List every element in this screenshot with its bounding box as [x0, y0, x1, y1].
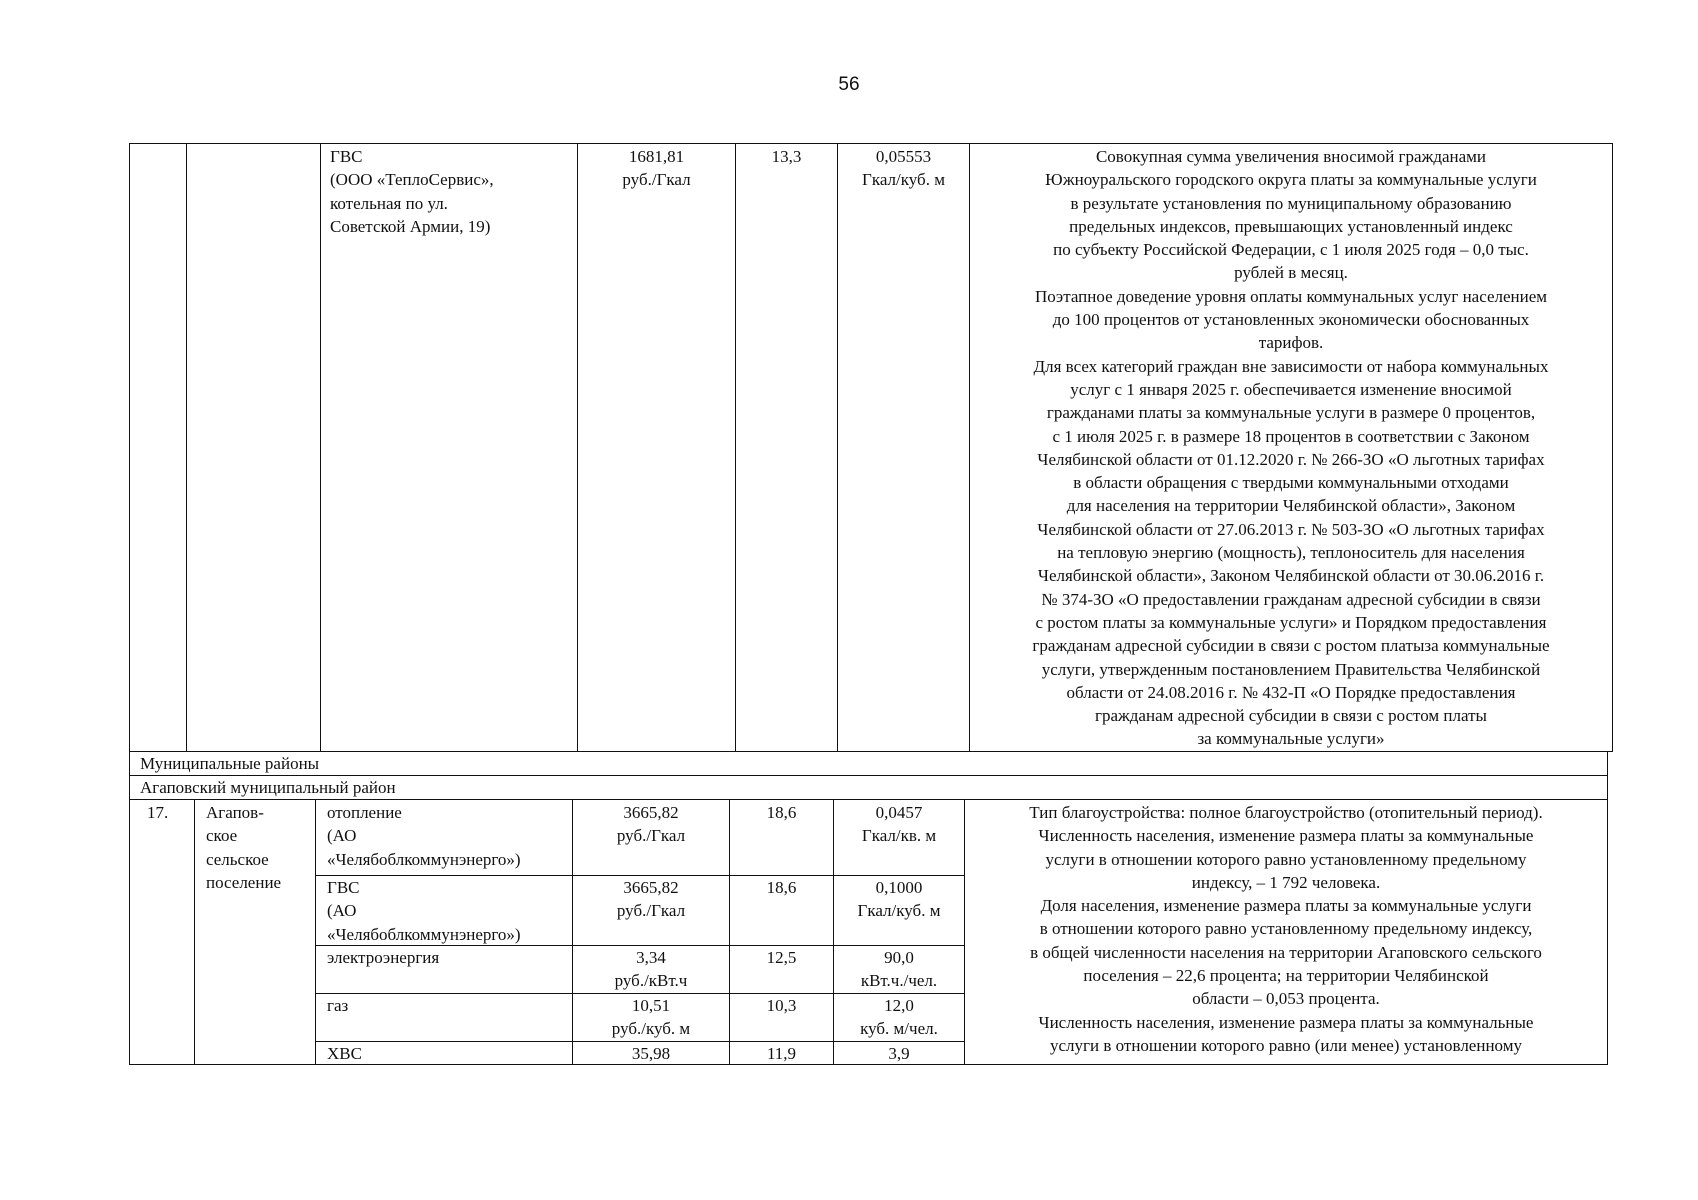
- row-number: 17.: [147, 803, 169, 822]
- note-line: по субъекту Российской Федерации, с 1 июля 2025 годя – 0,0 тыс.: [1053, 240, 1529, 260]
- row17-note: [966, 801, 1606, 1057]
- note-line: гражданами платы за коммунальные услуги в размере 0 процентов,: [1046, 403, 1536, 423]
- service-line: «Челябоблкоммунэнерго»): [327, 849, 521, 869]
- service-line: ГВС: [330, 147, 363, 166]
- note-line: гражданам адресной субсидии в связи с ростом платы: [1095, 706, 1487, 726]
- service-line: отопление: [327, 803, 402, 822]
- note-line: Южноуральского городского округа платы за коммунальные услуги: [1045, 170, 1537, 190]
- index-cold-water: 11,9: [766, 1044, 797, 1063]
- settlement-name: [206, 801, 281, 894]
- tariff-unit: руб./Гкал: [616, 901, 686, 921]
- volume-electricity: [834, 946, 964, 993]
- service-line: Советской Армии, 19): [330, 216, 491, 236]
- settlement-line: сельское: [206, 849, 269, 869]
- volume-hot-water: [834, 876, 964, 923]
- tariff-value: 3,34: [636, 948, 666, 967]
- block1-volume: [838, 145, 969, 192]
- volume-value: 3,9: [888, 1044, 910, 1063]
- tariff-value: 35,98: [631, 1044, 671, 1063]
- note-line: Тип благоустройства: полное благоустройство (отопительный период).: [1029, 803, 1543, 822]
- tariff-unit: руб./Гкал: [622, 170, 691, 190]
- note-line: в общей численности населения на территории Агаповского сельского: [1030, 942, 1542, 962]
- note-line: Численность населения, изменение размера платы за коммунальные: [1038, 826, 1534, 846]
- volume-value: 12,0: [884, 996, 914, 1015]
- index-hot-water: 18,6: [766, 878, 797, 897]
- section-municipal-districts: Муниципальные районы: [140, 754, 320, 773]
- note-line: услуг с 1 января 2025 г. обеспечивается изменение вносимой: [1070, 379, 1512, 399]
- volume-unit: кВт.ч./чел.: [860, 971, 938, 991]
- tariff-value: 3665,82: [623, 803, 679, 822]
- note-line: области от 24.08.2016 г. № 432-П «О Порядке предоставления: [1066, 682, 1516, 702]
- settlement-line: Агапов-: [206, 803, 264, 822]
- note-line: № 374-ЗО «О предоставлении гражданам адресной субсидии в связи: [1041, 589, 1541, 609]
- note-line: в области обращения с твердыми коммунальными отходами: [1073, 473, 1509, 493]
- note-line: Совокупная сумма увеличения вносимой гражданами: [1095, 147, 1487, 166]
- note-line: поселения – 22,6 процента; на территории Челябинской: [1083, 966, 1489, 986]
- note-line: тарифов.: [1258, 333, 1324, 353]
- note-line: за коммунальные услуги»: [1197, 729, 1385, 749]
- note-line: услуги, утвержденным постановлением Правительства Челябинской: [1041, 659, 1541, 679]
- note-line: услуги в отношении которого равно установленному предельному: [1045, 849, 1527, 869]
- note-line: для населения на территории Челябинской области», Законом: [1066, 496, 1516, 516]
- note-line: рублей в месяц.: [1234, 263, 1348, 283]
- section-agapovsky: Агаповский муниципальный район: [140, 778, 396, 797]
- note-line: в результате установления по муниципальному образованию: [1070, 193, 1512, 213]
- settlement-line: ское: [206, 826, 238, 846]
- note-line: гражданам адресной субсидии в связи с ростом платыза коммунальные: [1032, 636, 1550, 656]
- tariff-cold-water: [573, 1042, 729, 1065]
- service-heating: [327, 801, 521, 871]
- service-line: (ООО «ТеплоСервис»,: [330, 170, 494, 190]
- tariff-value: 3665,82: [623, 878, 679, 897]
- tariff-unit: руб./Гкал: [616, 826, 686, 846]
- tariff-electricity: [573, 946, 729, 993]
- note-line: предельных индексов, превышающих установленный индекс: [1069, 216, 1513, 236]
- volume-gas: [834, 994, 964, 1041]
- volume-heating: [834, 801, 964, 848]
- volume-value: 0,1000: [875, 878, 923, 897]
- index-electricity: 12,5: [766, 948, 797, 967]
- volume-cold-water: [834, 1042, 964, 1065]
- volume-unit: куб. м/чел.: [860, 1019, 938, 1039]
- note-line: Для всех категорий граждан вне зависимости от набора коммунальных: [1033, 356, 1549, 376]
- service-line: ХВС: [327, 1044, 362, 1063]
- note-line: с 1 июля 2025 г. в размере 18 процентов в соответствии с Законом: [1052, 426, 1530, 446]
- service-line: «Челябоблкоммунэнерго»): [327, 924, 521, 944]
- note-line: Челябинской области от 01.12.2020 г. № 266-ЗО «О льготных тарифах: [1037, 449, 1545, 469]
- volume-unit: Гкал/кв. м: [861, 826, 937, 846]
- note-line: Челябинской области от 27.06.2013 г. № 503-ЗО «О льготных тарифах: [1037, 519, 1545, 539]
- index-gas: 10,3: [766, 996, 797, 1015]
- tariff-unit: руб./кВт.ч: [614, 971, 688, 991]
- note-line: Поэтапное доведение уровня оплаты коммунальных услуг населением: [1034, 286, 1548, 306]
- note-line: Численность населения, изменение размера платы за коммунальные: [1038, 1012, 1534, 1032]
- service-line: газ: [327, 996, 349, 1015]
- volume-value: 0,05553: [875, 147, 932, 166]
- note-line: услуги в отношении которого равно (или менее) установленному: [1050, 1035, 1522, 1055]
- settlement-line: поселение: [206, 872, 282, 892]
- note-line: на тепловую энергию (мощность), теплоноситель для населения: [1057, 543, 1525, 563]
- tariff-gas: [573, 994, 729, 1041]
- volume-value: 90,0: [884, 948, 914, 967]
- note-line: индексу, – 1 792 человека.: [1191, 872, 1381, 892]
- block1-service: [330, 145, 494, 238]
- page-number: 56: [838, 74, 860, 95]
- tariff-heating: [573, 801, 729, 848]
- tariff-value: 10,51: [631, 996, 671, 1015]
- service-line: (АО: [327, 826, 357, 846]
- service-line: (АО: [327, 901, 357, 921]
- service-cold-water: [327, 1042, 362, 1065]
- service-gas: [327, 994, 348, 1017]
- tariff-hot-water: [573, 876, 729, 923]
- volume-value: 0,0457: [875, 803, 923, 822]
- block1-tariff: [578, 145, 735, 192]
- note-line: области – 0,053 процента.: [1192, 989, 1380, 1009]
- note-line: Доля населения, изменение размера платы за коммунальные услуги: [1040, 896, 1532, 916]
- block1-index: 13,3: [771, 147, 802, 166]
- note-line: до 100 процентов от установленных экономически обоснованных: [1052, 310, 1530, 330]
- tariff-value: 1681,81: [628, 147, 685, 166]
- service-line: котельная по ул.: [330, 193, 448, 213]
- note-line: в отношении которого равно установленному предельному индексу,: [1039, 919, 1533, 939]
- service-line: ГВС: [327, 878, 360, 897]
- block1-note: [971, 145, 1611, 751]
- volume-unit: Гкал/куб. м: [857, 901, 941, 921]
- tariff-unit: руб./куб. м: [611, 1019, 691, 1039]
- service-electricity: [327, 946, 439, 969]
- index-heating: 18,6: [766, 803, 797, 822]
- service-line: электроэнергия: [327, 948, 440, 967]
- note-line: Челябинской области», Законом Челябинской области от 30.06.2016 г.: [1037, 566, 1545, 586]
- service-hot-water: [327, 876, 521, 946]
- note-line: с ростом платы за коммунальные услуги» и Порядком предоставления: [1035, 612, 1547, 632]
- volume-unit: Гкал/куб. м: [862, 170, 945, 190]
